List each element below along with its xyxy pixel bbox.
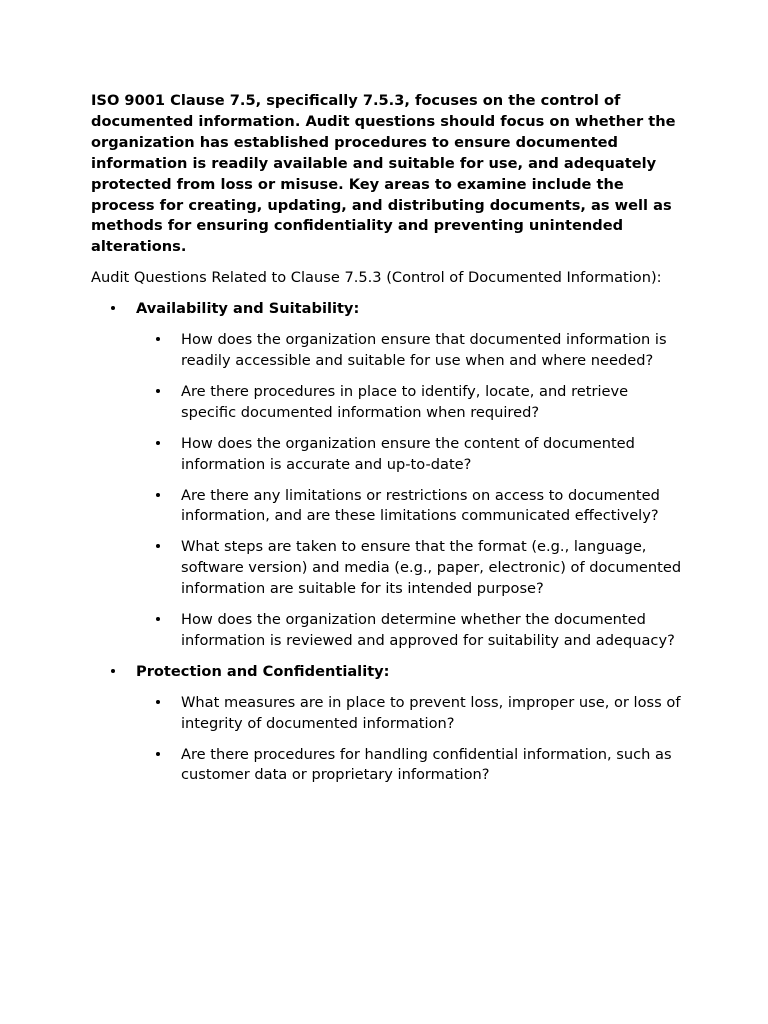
question-text: How does the organization ensure the content of documented information is accurate and up-to-date? [181, 434, 635, 473]
list-item [136, 330, 685, 372]
question-text: Are there procedures for handling confidential information, such as customer data or proprietary information? [181, 745, 672, 784]
list-item [136, 693, 685, 735]
bullet-icon [111, 299, 115, 320]
document-body [91, 91, 685, 796]
bullet-icon [156, 745, 160, 766]
list-item [136, 610, 685, 652]
question-text: Are there any limitations or restrictions on access to documented information, and are these limitations communicated effectively? [181, 486, 660, 525]
bullet-icon [156, 330, 160, 351]
list-item [136, 486, 685, 528]
audit-questions-heading: Audit Questions Related to Clause 7.5.3 (Control of Documented Information): [91, 269, 662, 287]
section-protection [91, 662, 685, 787]
section-availability [91, 299, 685, 652]
bullet-icon [156, 693, 160, 714]
bullet-icon [156, 610, 160, 631]
question-text: What measures are in place to prevent loss, improper use, or loss of integrity of documented information? [181, 693, 681, 732]
question-text: Are there procedures in place to identify, locate, and retrieve specific documented information when required? [181, 382, 629, 421]
section-title: Availability and Suitability: [136, 300, 360, 318]
question-text: How does the organization ensure that documented information is readily accessible and suitable for use when and where needed? [181, 331, 667, 369]
bullet-icon [156, 486, 160, 507]
list-item [136, 434, 685, 476]
section-list [91, 299, 685, 786]
question-list [136, 330, 685, 652]
list-item [136, 537, 685, 600]
list-item [136, 745, 685, 787]
bullet-icon [156, 382, 160, 403]
bullet-icon [156, 434, 160, 455]
question-text: What steps are taken to ensure that the format (e.g., language, software version) and media (e.g., paper, electronic) of documented information are suitable for its intended purpose? [181, 538, 682, 598]
question-text: How does the organization determine whether the documented information is reviewed and approved for suitability and adequacy? [181, 611, 675, 649]
bullet-icon [156, 537, 160, 558]
question-list [136, 693, 685, 787]
section-title: Protection and Confidentiality: [136, 662, 390, 680]
list-item [136, 382, 685, 424]
intro-paragraph: ISO 9001 Clause 7.5, specifically 7.5.3, focuses on the control of documented information. Audit questions should focus on whether the organization has established procedures to ensure documented information is readily available and suitable for use, and adequately protected from loss or misuse. Key areas to examine include the process for creating, updating, and distributing documents, as well as methods for ensuring confidentiality and preventing unintended alterations. [91, 92, 676, 256]
bullet-icon [111, 662, 115, 683]
